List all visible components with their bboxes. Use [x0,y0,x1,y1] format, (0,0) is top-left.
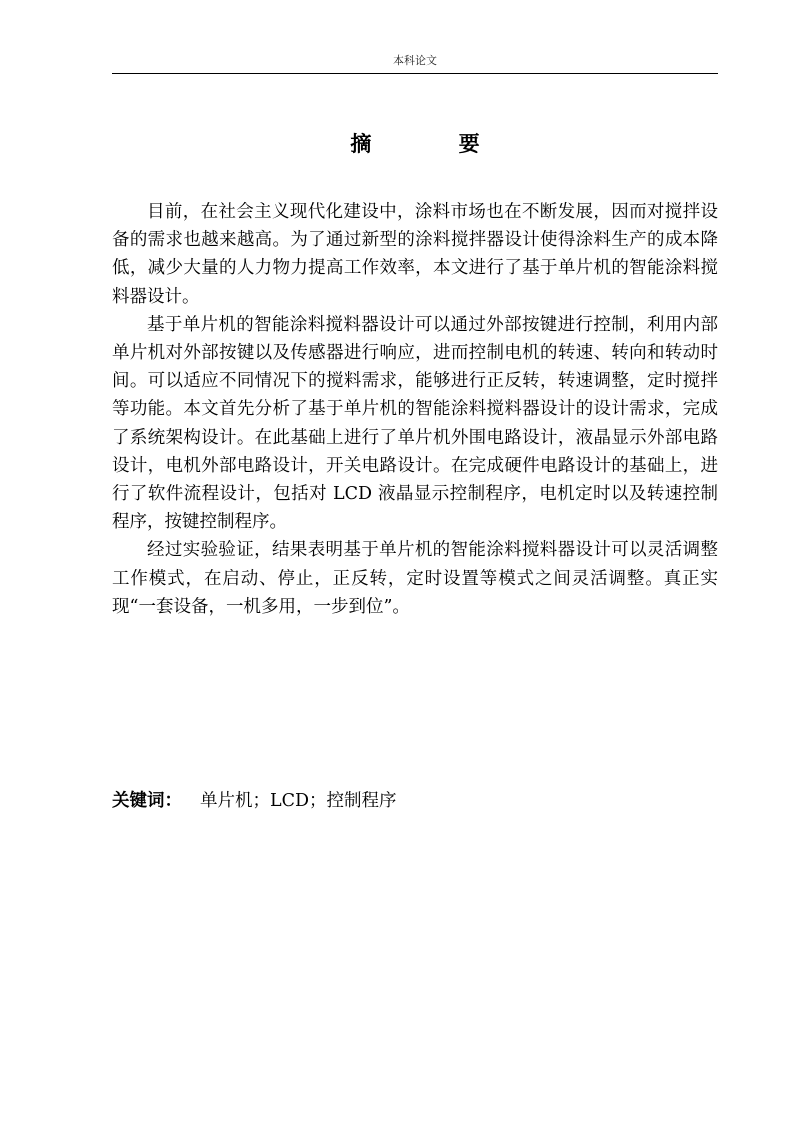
keywords-label: 关键词： [112,791,182,811]
abstract-paragraph-1: 目前，在社会主义现代化建设中，涂料市场也在不断发展，因而对搅拌设备的需求也越来越高。为了通过新型的涂料搅拌器设计使得涂料生产的成本降低，减少大量的人力物力提高工作效率，本文进行了基于单片机的智能涂料搅料器设计。 [112,202,718,307]
keywords-value: 单片机；LCD；控制程序 [200,791,397,811]
keywords-line [112,789,718,813]
abstract-paragraph-3: 经过实验验证，结果表明基于单片机的智能涂料搅料器设计可以灵活调整工作模式，在启动、停止，正反转，定时设置等模式之间灵活调整。真正实现“一套设备，一机多用，一步到位”。 [112,540,718,617]
abstract-title: 摘 要 [350,131,520,156]
abstract-body [112,198,718,621]
header-divider [112,73,718,74]
running-header: 本科论文 [393,54,437,67]
abstract-paragraph-2: 基于单片机的智能涂料搅料器设计可以通过外部按键进行控制，利用内部单片机对外部按键以及传感器进行响应，进而控制电机的转速、转向和转动时间。可以适应不同情况下的搅料需求，能够进行正反转，转速调整，定时搅拌等功能。本文首先分析了基于单片机的智能涂料搅料器设计的设计需求，完成了系统架构设计。在此基础上进行了单片机外围电路设计，液晶显示外部电路设计，电机外部电路设计，开关电路设计。在完成硬件电路设计的基础上，进行了软件流程设计，包括对 LCD 液晶显示控制程序，电机定时以及转速控制程序，按键控制程序。 [112,314,718,533]
